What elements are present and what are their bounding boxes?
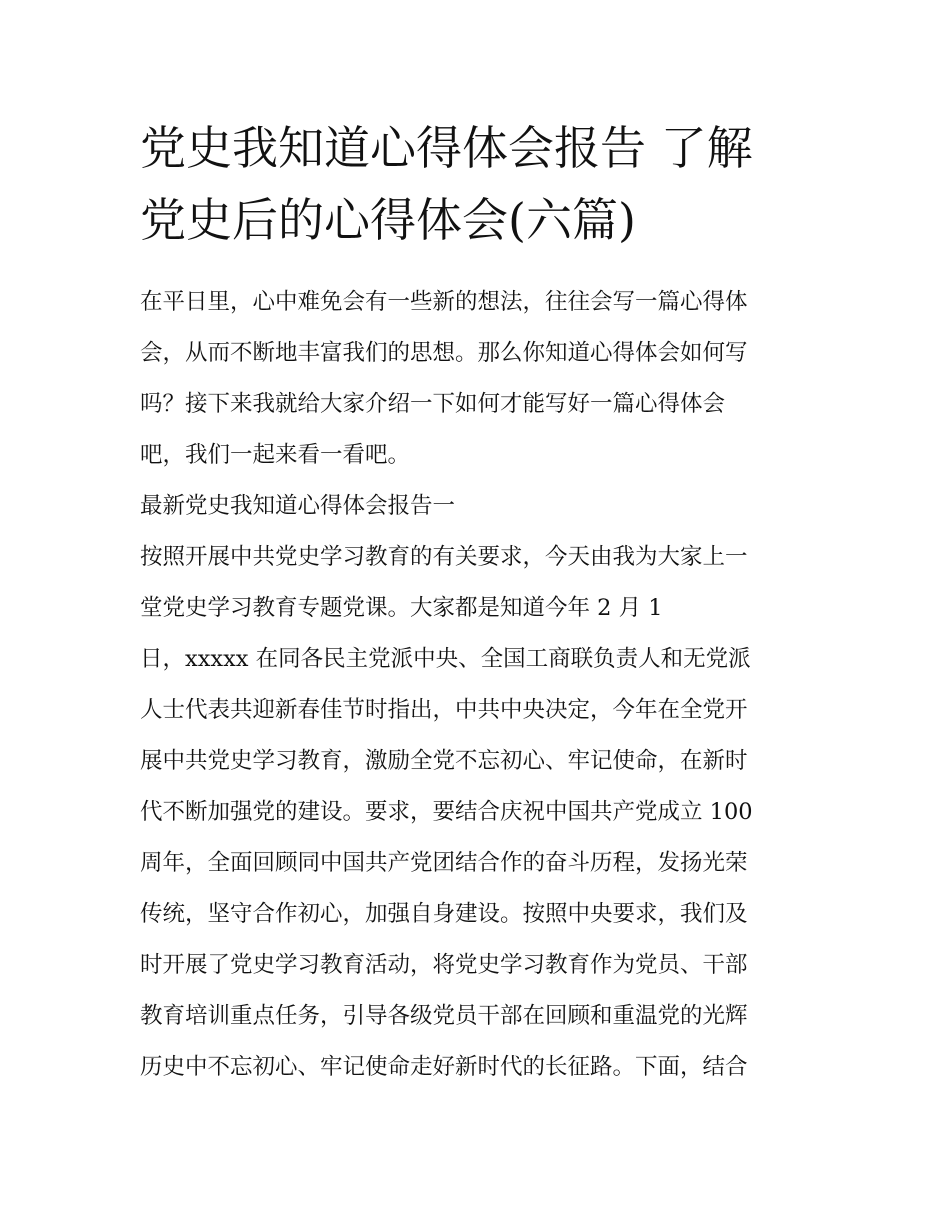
body-line: 人士代表共迎新春佳节时指出，中共中央决定，今年在全党开 [140,697,748,723]
body-line: 会，从而不断地丰富我们的思想。那么你知道心得体会如何写 [140,340,748,366]
body-line: 教育培训重点任务，引导各级党员干部在回顾和重温党的光辉 [140,1003,748,1029]
body-line: 在平日里，心中难免会有一些新的想法，往往会写一篇心得体 [140,289,748,315]
body-line: 周年，全面回顾同中国共产党团结合作的奋斗历程，发扬光荣 [140,850,748,876]
body-line: 展中共党史学习教育，激励全党不忘初心、牢记使命，在新时 [140,748,748,774]
body-line: 日，xxxxx 在同各民主党派中央、全国工商联负责人和无党派 [140,646,751,672]
document-body [140,282,830,1098]
body-line: 按照开展中共党史学习教育的有关要求，今天由我为大家上一 [140,544,748,570]
body-line: 历史中不忘初心、牢记使命走好新时代的长征路。下面，结合 [140,1054,748,1080]
document-title [140,112,820,256]
title-line: 党史我知道心得体会报告 了解 [140,121,753,175]
body-line: 吧，我们一起来看一看吧。 [140,442,411,468]
title-line: 党史后的心得体会(六篇) [140,193,636,247]
body-line: 吗？接下来我就给大家介绍一下如何才能写好一篇心得体会 [140,391,726,417]
body-line: 传统，坚守合作初心，加强自身建设。按照中央要求，我们及 [140,901,748,927]
body-line: 堂党史学习教育专题党课。大家都是知道今年 2 月 1 [140,595,663,621]
section-heading: 最新党史我知道心得体会报告一 [140,493,456,519]
body-line: 代不断加强党的建设。要求，要结合庆祝中国共产党成立 100 [140,799,753,825]
body-line: 时开展了党史学习教育活动，将党史学习教育作为党员、干部 [140,952,748,978]
